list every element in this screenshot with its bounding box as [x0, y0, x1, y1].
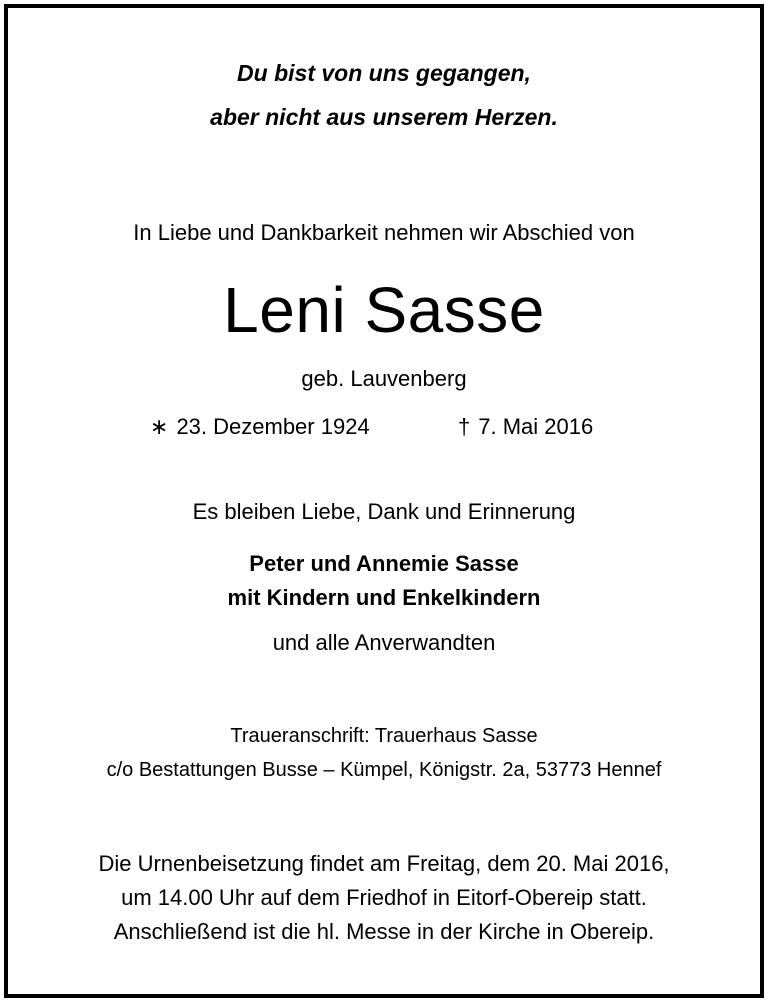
death-cross-icon: †	[458, 414, 471, 439]
birth-date: 23. Dezember 1924	[176, 414, 370, 439]
motto-line-1: Du bist von uns gegangen,	[237, 60, 531, 86]
death-date: 7. Mai 2016	[478, 414, 594, 439]
death-date-group	[458, 414, 593, 440]
birth-date-group	[150, 414, 370, 440]
ceremony-line-3: Anschließend ist die hl. Messe in der Kirche in Obereip.	[113, 919, 655, 944]
maiden-name: geb. Lauvenberg	[301, 366, 467, 391]
ceremony-line-1: Die Urnenbeisetzung findet am Freitag, dem 20. Mai 2016,	[98, 851, 670, 876]
birth-star-icon: ∗	[150, 414, 169, 439]
mourners-line-2: mit Kindern und Enkelkindern	[227, 585, 541, 610]
address-line-2: c/o Bestattungen Busse – Kümpel, Königstr. 2a, 53773 Hennef	[106, 759, 662, 781]
motto-line-2: aber nicht aus unserem Herzen.	[210, 104, 558, 130]
obituary-frame	[4, 4, 764, 998]
ceremony-line-2: um 14.00 Uhr auf dem Friedhof in Eitorf-Obereip statt.	[121, 885, 647, 910]
address-line-1: Traueranschrift: Trauerhaus Sasse	[230, 725, 538, 747]
intro-text: In Liebe und Dankbarkeit nehmen wir Abschied von	[133, 220, 635, 245]
remembrance-text: Es bleiben Liebe, Dank und Erinnerung	[192, 499, 576, 524]
mourners-line-3: und alle Anverwandten	[272, 630, 496, 655]
mourners-line-1: Peter und Annemie Sasse	[249, 551, 519, 576]
deceased-name: Leni Sasse	[223, 274, 545, 346]
